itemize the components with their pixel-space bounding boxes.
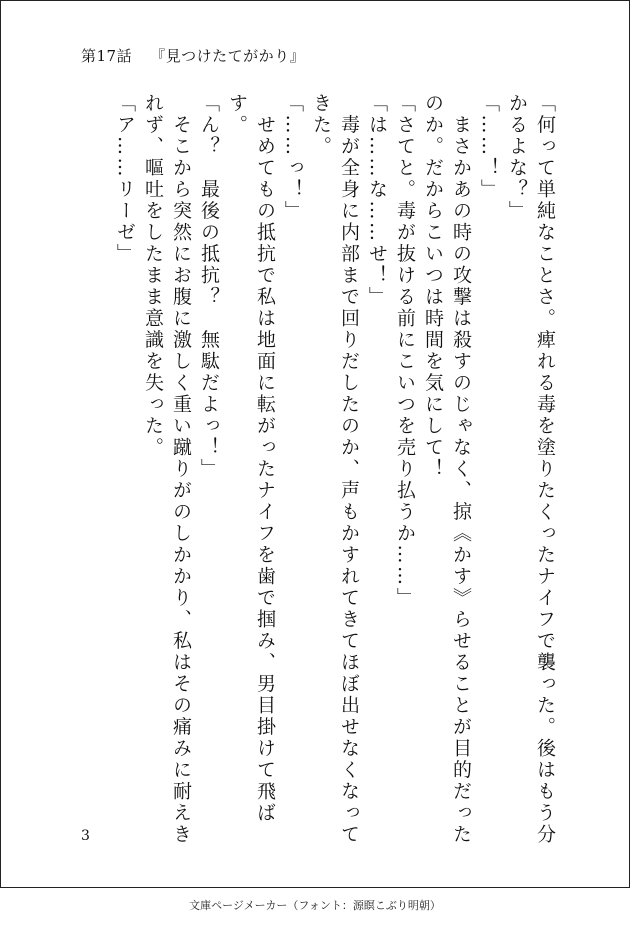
footer-credit: 文庫ページメーカー（フォント：源瞑こぶり明朝） — [189, 899, 441, 912]
paragraph: せめてもの抵抗で私は地面に転がったナイフを歯で掴み、男目掛けて飛ばす。 — [226, 93, 276, 824]
page-number: 3 — [81, 828, 90, 844]
chapter-header — [81, 45, 305, 67]
paragraph: 「……！」 — [478, 93, 500, 201]
body-text — [111, 93, 559, 853]
paragraph: そこから突然にお腹に激しく重い蹴りがのしかかり、私はその痛みに耐えきれず、嘔吐をしたまま意識を失った。 — [142, 93, 192, 846]
paragraph: 「……っ！」 — [282, 93, 304, 222]
paragraph: 「ア……リーゼ」 — [114, 93, 136, 265]
paragraph: 毒が全身に内部まで回りだしたのか、声もかすれてきてほぼ出せなくなってきた。 — [310, 93, 360, 846]
chapter-number: 第17話 — [81, 47, 133, 65]
paragraph: 「は……な……せ！」 — [366, 93, 388, 308]
chapter-title: 『見つけたてがかり』 — [150, 47, 306, 65]
paragraph: 「さてと。毒が抜ける前にこいつを売り払うか……」 — [394, 93, 416, 609]
paragraph: 「ん？ 最後の抵抗？ 無駄だよっ！」 — [198, 93, 220, 480]
paragraph: 「何って単純なことさ。痺れる毒を塗りたくったナイフで襲った。後はもう分かるよな？」 — [506, 93, 556, 846]
paragraph: まさかあの時の攻撃は殺すのじゃなく、掠《かす》らせることが目的だったのか。だからこいつは時間を気にして！ — [422, 93, 472, 846]
